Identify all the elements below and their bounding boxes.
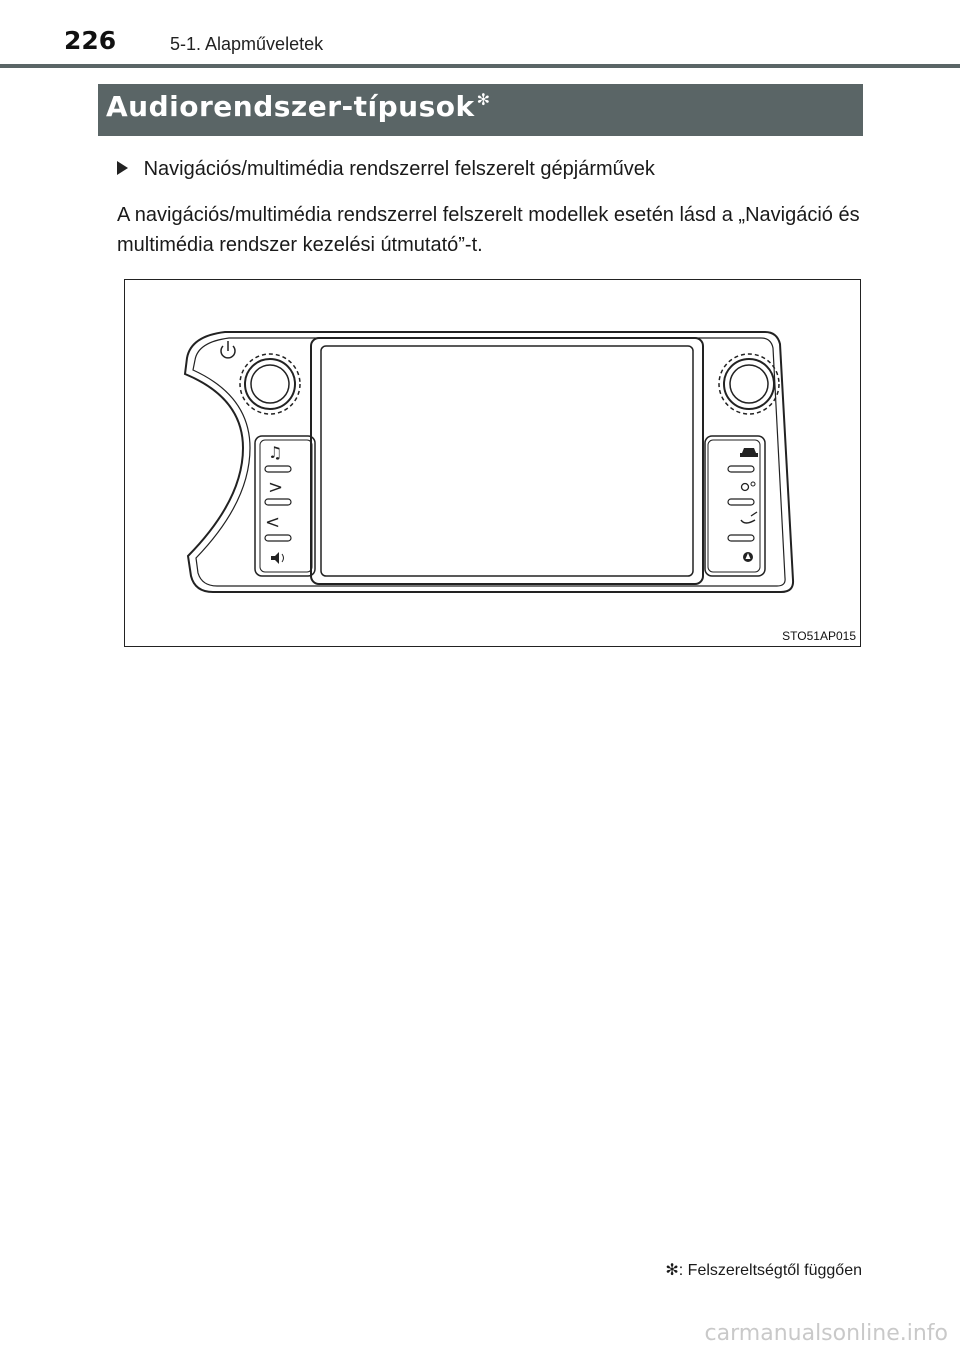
chapter-title: 5-1. Alapműveletek [170,34,324,54]
bullet-text: Navigációs/multimédia rendszerrel felszerelt gépjárművek [143,158,655,180]
screen [321,346,693,576]
power-icon [221,341,235,358]
navigation-icon [743,552,753,562]
bullet-item [117,158,655,181]
car-icon [740,448,758,457]
section-bar [98,84,863,136]
footnote: ✻: Felszereltségtől függően [665,1262,862,1279]
sound-icon [271,552,284,564]
bullet-arrow-icon [117,161,128,175]
back-icon: < [265,512,281,533]
left-knob [240,354,300,414]
page-number: 226 [64,26,117,55]
section-title [106,90,491,123]
body-paragraph: A navigációs/multimédia rendszerrel felszerelt modellek esetén lásd a „Navigáció és multimédia rendszer kezelési útmutató”-t. [117,204,860,256]
phone-icon [741,512,757,523]
watermark: carmanualsonline.info [704,1321,948,1346]
right-button-panel [705,436,765,576]
right-knob [719,354,779,414]
left-button-panel [255,436,315,576]
climate-icon [742,482,756,491]
audio-unit-illustration [125,280,862,648]
figure-code: STO51AP015 [782,629,856,643]
next-icon: > [268,477,284,498]
music-note-icon: ♫ [268,443,283,462]
section-title-text: Audiorendszer-típusok [106,90,475,123]
audio-unit-figure [124,279,861,647]
header-rule [0,64,960,68]
equipment-marker: ✻ [476,90,491,109]
